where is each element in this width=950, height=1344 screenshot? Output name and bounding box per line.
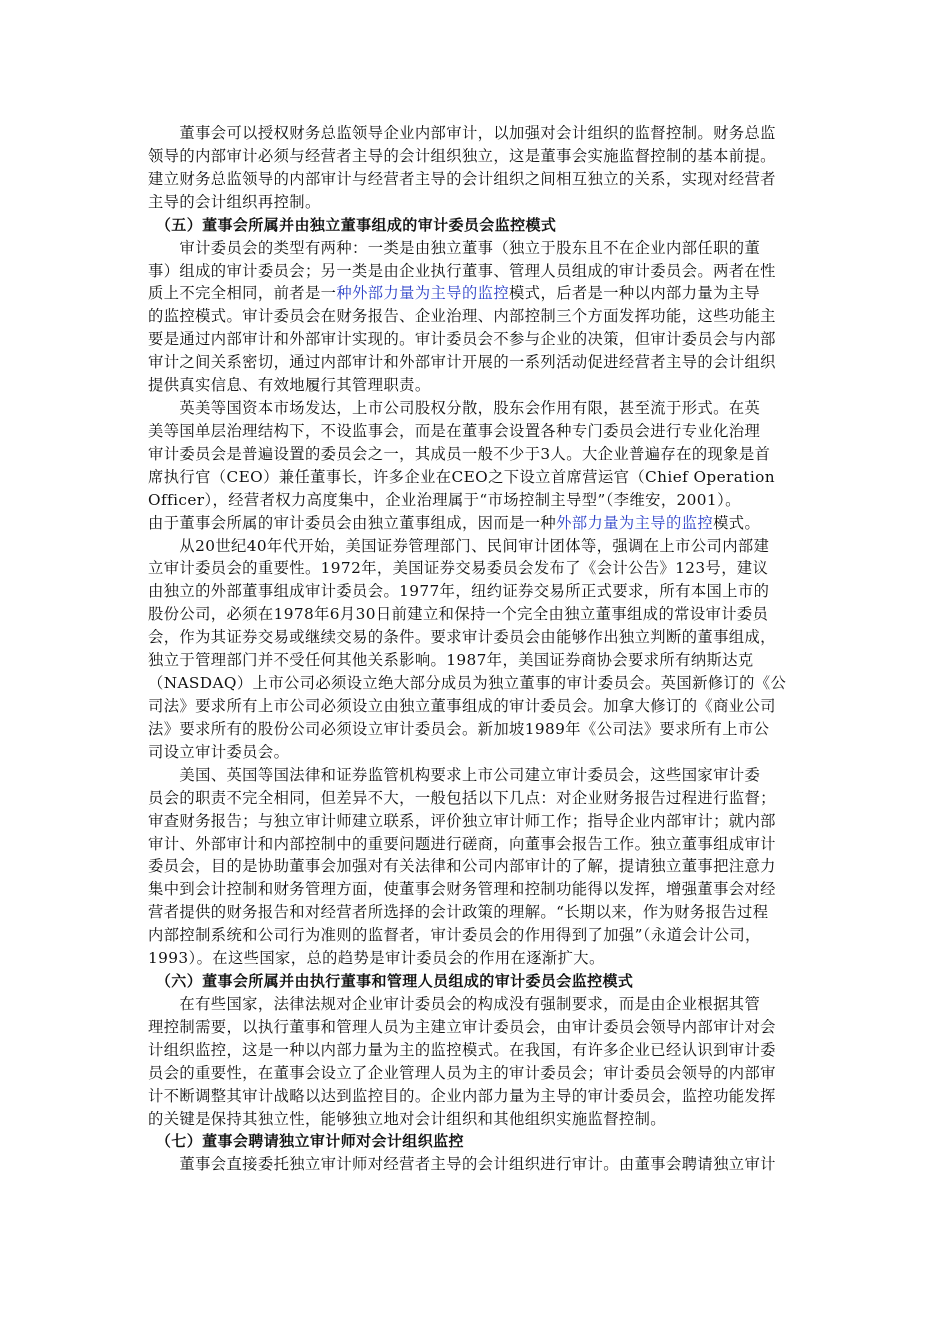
text-line [148,810,776,832]
highlighted-phrase[interactable]: 种外部力量为主导的监控 [336,284,510,303]
text-segment: 计不断调整其审计战略以达到监控目的。企业内部力量为主导的审计委员会，监控功能发挥 [148,1086,776,1105]
text-line [148,1016,776,1038]
text-line [148,305,776,327]
text-line [148,924,761,946]
text-line [148,695,776,717]
text-line [148,787,776,809]
text-line [148,603,768,625]
text-segment: 营者提供的财务报告和对经营者所选择的会计政策的理解。“长期以来，作为财务报告过程 [148,903,769,922]
text-line [148,741,289,763]
text-line [148,901,768,923]
text-segment: 提供真实信息、有效地履行其管理职责。 [148,376,431,395]
text-segment: 质上不完全相同，前者是一 [148,284,337,303]
text-segment: 员会的职责不完全相同，但差异不大，一般包括以下几点：对企业财务报告过程进行监督； [148,788,776,807]
text-segment: （七）董事会聘请独立审计师对会计组织监控 [148,1132,464,1151]
text-segment: 英美等国资本市场发达，上市公司股权分散，股东会作用有限，甚至流于形式。在英 [148,399,761,418]
text-segment: 席执行官（CEO）兼任董事长，许多企业在CEO之下设立首席营运官（Chief Operation [148,467,775,486]
text-line [148,878,776,900]
text-line [148,1062,776,1084]
text-line [148,489,741,511]
text-segment: 董事会可以授权财务总监领导企业内部审计，以加强对会计组织的监督控制。财务总监 [148,124,776,142]
text-line [148,282,760,304]
text-segment: 美国、英国等国法律和证券监管机构要求上市公司建立审计委员会，这些国家审计委 [148,765,761,784]
text-segment: 独立于管理部门并不受任何其他关系影响。1987年，美国证券商协会要求所有纳斯达克 [148,651,754,670]
text-line [148,626,776,648]
text-line [148,260,776,282]
text-segment: 模式，后者是一种以内部力量为主导 [509,284,761,303]
text-line [148,512,760,534]
text-segment: 内部控制系统和公司行为准则的监督者，审计委员会的作用得到了加强”（永道会计公司， [148,926,761,945]
text-segment: （五）董事会所属并由独立董事组成的审计委员会监控模式 [148,215,557,234]
text-line [148,672,786,694]
text-segment: 法》要求所有的股份公司必须设立审计委员会。新加坡1989年《公司法》要求所有上市公 [148,719,770,738]
text-line [148,947,605,969]
text-segment: 计组织监控，这是一种以内部力量为主的监控模式。在我国，有许多企业已经认识到审计委 [148,1040,776,1059]
text-line [148,580,769,602]
text-segment: 审查财务报告；与独立审计师建立联系，评价独立审计师工作；指导企业内部审计；就内部 [148,811,776,830]
text-line [148,535,769,557]
text-segment: 理控制需要，以执行董事和管理人员为主建立审计委员会，由审计委员会领导内部审计对会 [148,1017,776,1036]
text-line [148,420,760,442]
text-segment: （NASDAQ）上市公司必须设立绝大部分成员为独立董事的审计委员会。英国新修订的《公 [148,674,787,693]
text-line [148,1039,776,1061]
text-line [148,557,768,579]
text-segment: 委员会，目的是协助董事会加强对有关法律和公司内部审计的了解，提请独立董事把注意力 [148,857,776,876]
text-line [148,855,776,877]
text-segment: 集中到会计控制和财务管理方面，使董事会财务管理和控制功能得以发挥，增强董事会对经 [148,880,776,899]
text-line [148,833,776,855]
text-segment: 的监控模式。审计委员会在财务报告、企业治理、内部控制三个方面发挥功能，这些功能主 [148,307,776,326]
highlighted-phrase[interactable]: 外部力量为主导的监控 [556,513,714,532]
text-segment: 审计委员会是普遍设置的委员会之一，其成员一般不少于3人。大企业普遍存在的现象是首 [148,444,771,463]
text-line [148,993,760,1015]
text-line [148,122,776,144]
text-line [148,1153,776,1175]
text-segment: 董事会直接委托独立审计师对经营者主导的会计组织进行审计。由董事会聘请独立审计 [148,1155,776,1174]
text-segment: 领导的内部审计必须与经营者主导的会计组织独立，这是董事会实施监督控制的基本前提。 [148,146,776,165]
text-segment: 股份公司，必须在1978年6月30日前建立和保持一个完全由独立董事组成的常设审计委员 [148,605,769,624]
text-line [148,237,760,259]
section-heading [148,970,633,992]
text-segment: 1993）。在这些国家，总的趋势是审计委员会的作用在逐渐扩大。 [148,949,605,968]
text-segment: 司设立审计委员会。 [148,742,290,761]
text-line [148,191,321,213]
text-line [148,466,775,488]
text-line [148,764,760,786]
text-segment: 要是通过内部审计和外部审计实现的。审计委员会不参与企业的决策，但审计委员会与内部 [148,330,776,349]
text-segment: 审计、外部审计和内部控制中的重要问题进行磋商，向董事会报告工作。独立董事组成审计 [148,834,776,853]
text-line [148,1108,666,1130]
section-heading [148,1130,464,1152]
text-line [148,649,754,671]
text-segment: 的关键是保持其独立性，能够独立地对会计组织和其他组织实施监督控制。 [148,1109,666,1128]
text-segment: 从20世纪40年代开始，美国证券管理部门、民间审计团体等，强调在上市公司内部建 [148,536,770,555]
text-line [148,374,431,396]
text-segment: 会，作为其证券交易或继续交易的条件。要求审计委员会由能够作出独立判断的董事组成， [148,628,776,647]
text-line [148,145,776,167]
text-segment: 审计之间关系密切，通过内部审计和外部审计开展的一系列活动促进经营者主导的会计组织 [148,353,776,372]
text-segment: 由于董事会所属的审计委员会由独立董事组成，因而是一种 [148,513,557,532]
text-segment: 主导的会计组织再控制。 [148,192,321,211]
text-segment: （六）董事会所属并由执行董事和管理人员组成的审计委员会监控模式 [148,972,634,991]
text-segment: 事）组成的审计委员会；另一类是由企业执行董事、管理人员组成的审计委员会。两者在性 [148,261,776,280]
text-segment: 模式。 [713,513,761,532]
text-segment: 建立财务总监领导的内部审计与经营者主导的会计组织之间相互独立的关系，实现对经营者 [148,169,776,188]
text-line [148,718,769,740]
text-segment: 员会的重要性，在董事会设立了企业管理人员为主的审计委员会；审计委员会领导的内部审 [148,1063,776,1082]
text-segment: Officer），经营者权力高度集中，企业治理属于“市场控制主导型”（李维安，2001）。 [148,490,741,509]
text-line [148,397,760,419]
text-line [148,168,776,190]
text-line [148,328,776,350]
text-segment: 由独立的外部董事组成审计委员会。1977年，纽约证券交易所正式要求，所有本国上市的 [148,582,770,601]
text-segment: 审计委员会的类型有两种：一类是由独立董事（独立于股东且不在企业内部任职的董 [148,238,761,257]
text-segment: 司法》要求所有上市公司必须设立由独立董事组成的审计委员会。加拿大修订的《商业公司 [148,697,776,715]
text-line [148,351,776,373]
text-line [148,443,770,465]
text-segment: 美等国单层治理结构下，不设监事会，而是在董事会设置各种专门委员会进行专业化治理 [148,421,761,440]
text-segment: 立审计委员会的重要性。1972年，美国证券交易委员会发布了《会计公告》123号，建议 [148,559,769,578]
text-line [148,1085,776,1107]
text-segment: 在有些国家，法律法规对企业审计委员会的构成没有强制要求，而是由企业根据其管 [148,994,761,1013]
section-heading [148,214,556,236]
